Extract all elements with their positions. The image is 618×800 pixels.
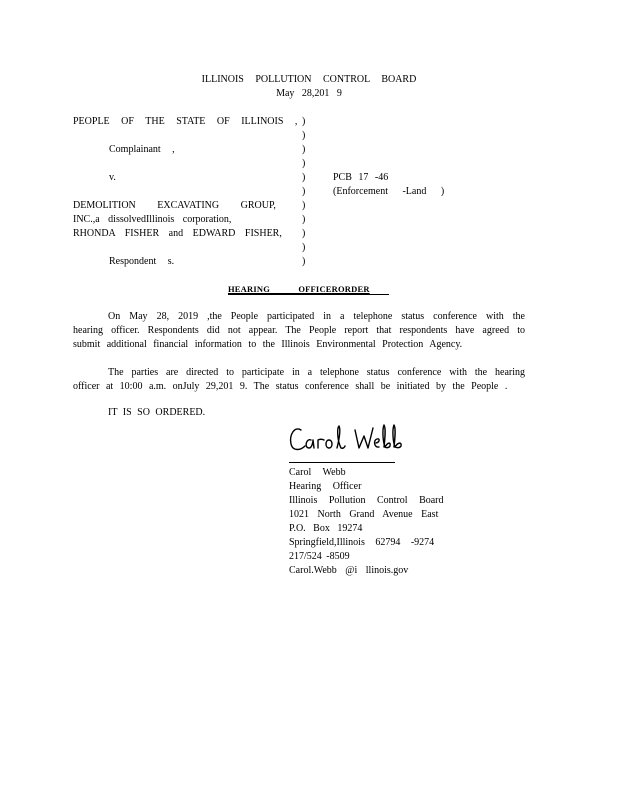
respondent-line-1: DEMOLITION EXCAVATING GROUP,: [73, 200, 276, 211]
case-type: (Enforcement -Land ): [333, 186, 445, 197]
email-address[interactable]: Carol.Webb @i llinois.gov: [289, 565, 409, 576]
street-address: 1021 North Grand Avenue East: [289, 509, 439, 520]
city-state-zip: Springfield,Illinois 62794 -9274: [289, 537, 435, 548]
agency-name: Illinois Pollution Control Board: [289, 495, 444, 506]
officer-name: Carol Webb: [289, 467, 346, 478]
respondent-line-3: RHONDA FISHER and EDWARD FISHER,: [73, 228, 282, 239]
respondent-line-2: INC.,a dissolvedIllinois corporation,: [73, 214, 232, 225]
handwritten-signature: [287, 418, 415, 458]
respondent-role: Respondent s.: [109, 256, 175, 267]
complainant-role: Complainant ,: [109, 144, 175, 155]
officer-title: Hearing Officer: [289, 481, 362, 492]
title-underline: [228, 294, 389, 295]
po-box: P.O. Box 19274: [289, 523, 363, 534]
signature-line: [289, 462, 395, 463]
agency-title: ILLINOIS POLLUTION CONTROL BOARD: [201, 74, 417, 85]
so-ordered: IT IS SO ORDERED.: [108, 407, 206, 418]
order-title: HEARING OFFICERORDER: [228, 284, 370, 294]
signature-block: [289, 466, 444, 578]
paragraph-status: On May 28, 2019 ,the People participated in a telephone status conference with the hearing officer. Respondents did not appear. The People report that respondents have agreed to submit additional financial information to the Illinois Environmental Protection Agency.: [73, 311, 525, 350]
phone-number: 217/524 -8509: [289, 551, 350, 562]
case-number: PCB 17 -46: [333, 172, 389, 183]
complainant-name: PEOPLE OF THE STATE OF ILLINOIS ,: [73, 116, 298, 127]
order-date: May 28,201 9: [276, 88, 342, 99]
caption-parentheses: ) ) ) ) ) ) ) ) ) ) ): [302, 116, 306, 267]
versus-label: v.: [109, 172, 116, 183]
paragraph-directive: The parties are directed to participate in a telephone status conference with the hearing officer at 10:00 a.m. onJuly 29,201 9. The status conference shall be initiated by the People .: [73, 367, 525, 392]
